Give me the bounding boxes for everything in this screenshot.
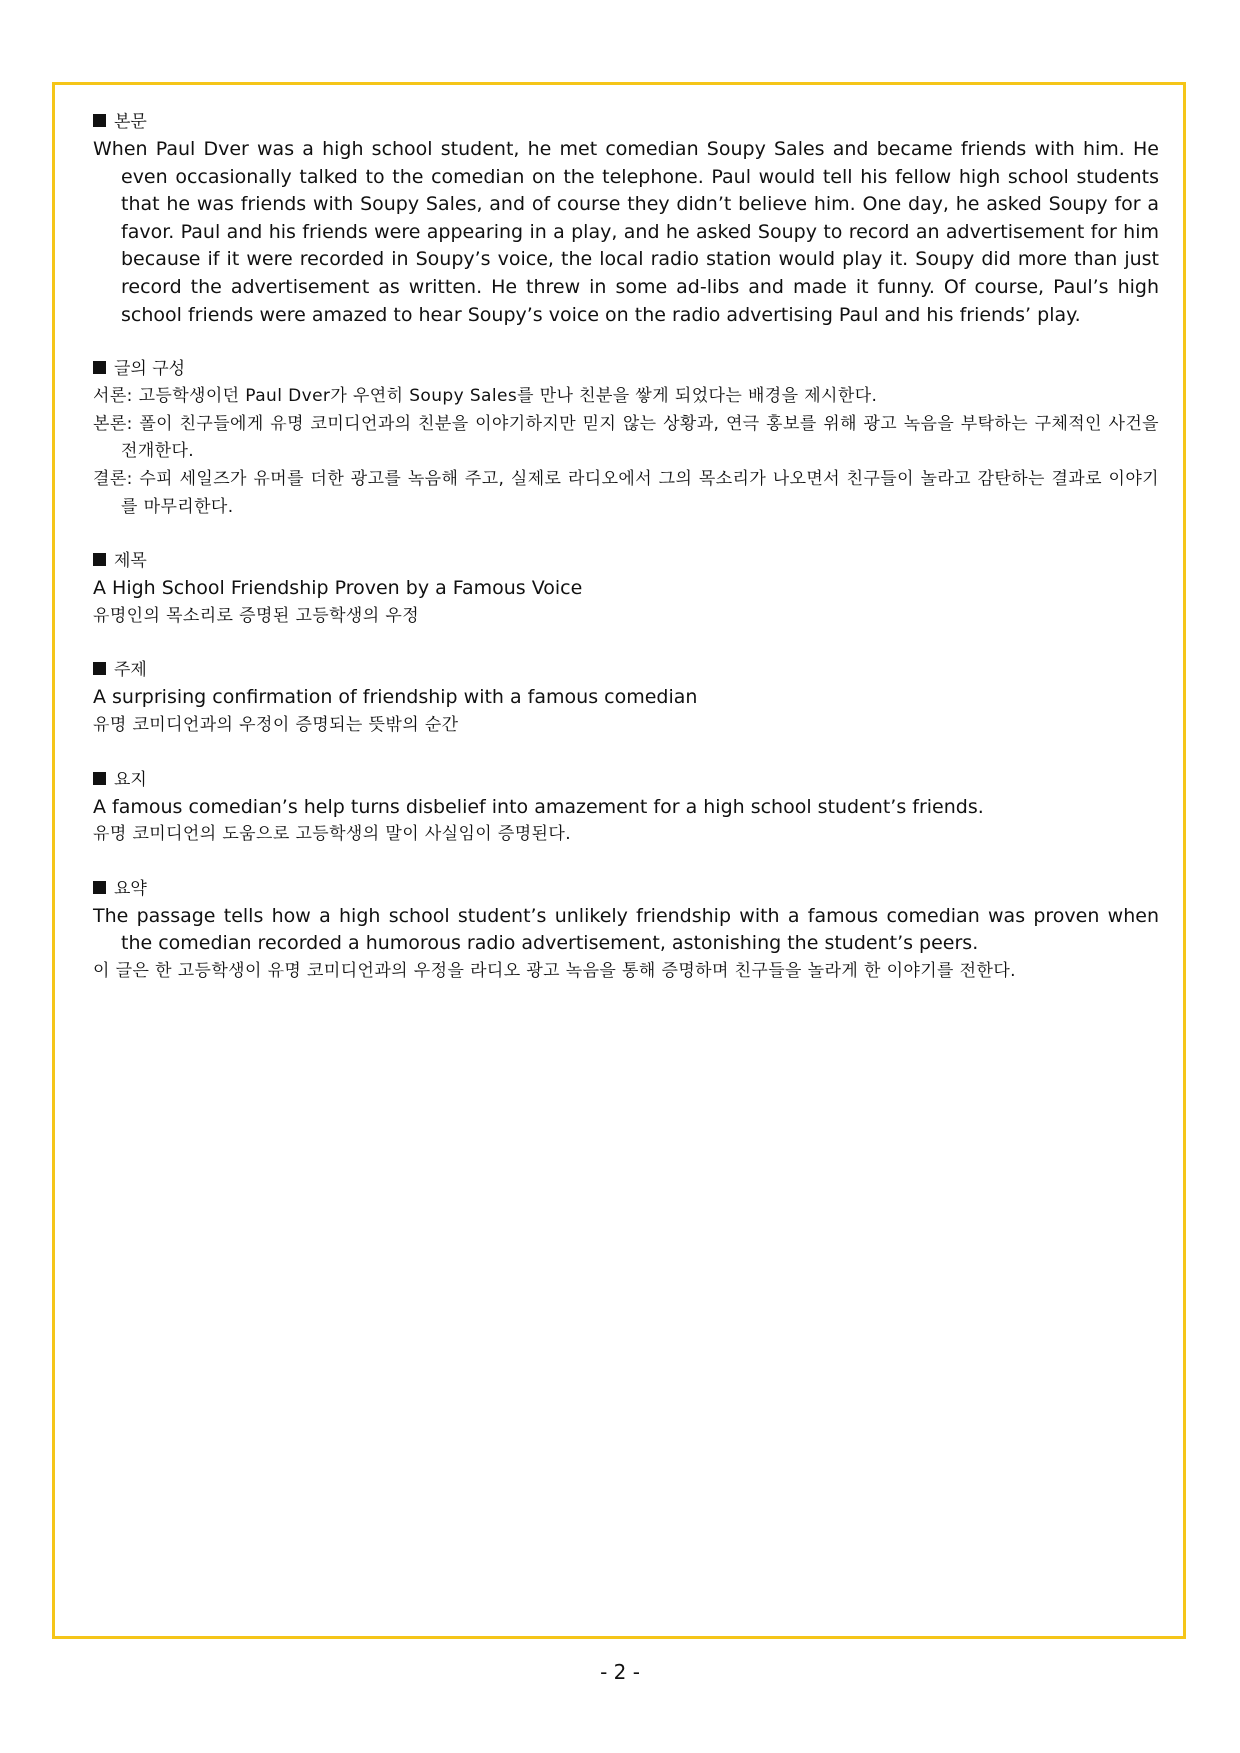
section-heading bbox=[93, 766, 1159, 794]
title-ko: 유명인의 목소리로 증명된 고등학생의 우정 bbox=[93, 605, 420, 626]
section-heading bbox=[93, 108, 1159, 136]
section-heading bbox=[93, 875, 1159, 903]
page-content bbox=[93, 108, 1159, 1011]
structure-conclusion: 결론: 수피 세일즈가 유머를 더한 광고를 녹음해 주고, 실제로 라디오에서 그의 목소리가 나오면서 친구들이 놀라고 감탄하는 결과로 이야기를 마무리한다. bbox=[93, 468, 1159, 517]
title-en: A High School Friendship Proven by a Famous Voice bbox=[93, 577, 583, 600]
square-bullet-icon bbox=[93, 553, 106, 566]
gist-ko: 유명 코미디언의 도움으로 고등학생의 말이 사실임이 증명된다. bbox=[93, 824, 571, 845]
summary-section bbox=[93, 875, 1159, 986]
summary-en: The passage tells how a high school student’s unlikely friendship with a famous comedian was proven when the comedian recorded a humorous radio advertisement, astonishing the student’s peers. bbox=[93, 904, 1159, 955]
summary-ko: 이 글은 한 고등학생이 유명 코미디언과의 우정을 라디오 광고 녹음을 통해 증명하며 친구들을 놀라게 한 이야기를 전한다. bbox=[93, 960, 1016, 981]
square-bullet-icon bbox=[93, 114, 106, 127]
structure-section bbox=[93, 355, 1159, 521]
title-section bbox=[93, 547, 1159, 630]
passage-heading: 본문 bbox=[114, 112, 147, 132]
topic-heading: 주제 bbox=[114, 660, 147, 681]
topic-ko: 유명 코미디언과의 우정이 증명되는 뜻밖의 순간 bbox=[93, 714, 459, 735]
structure-heading: 글의 구성 bbox=[114, 359, 186, 380]
passage-text: When Paul Dver was a high school student, he met comedian Soupy Sales and became friends with him. He even occasionally talked to the comedian on the telephone. Paul would tell his fellow high school students that he was friends with Soupy Sales, and of course they didn’t believe him. One day, he asked Soupy for a favor. Paul and his friends were appearing in a play, and he asked Soupy to record an advertisement for him because if it were recorded in Soupy’s voice, the local radio station would play it. Soupy did more than just record the advertisement as written. He threw in some ad-libs and made it funny. Of course, Paul’s high school friends were amazed to hear Soupy’s voice on the radio advertising Paul and his friends’ play. bbox=[93, 138, 1159, 326]
square-bullet-icon bbox=[93, 361, 106, 374]
structure-body: 본론: 폴이 친구들에게 유명 코미디언과의 친분을 이야기하지만 믿지 않는 상황과, 연극 홍보를 위해 광고 녹음을 부탁하는 구체적인 사건을 전개한다. bbox=[93, 413, 1159, 462]
gist-section bbox=[93, 766, 1159, 849]
title-heading: 제목 bbox=[114, 551, 147, 572]
gist-heading: 요지 bbox=[114, 769, 147, 790]
section-heading bbox=[93, 656, 1159, 684]
section-heading bbox=[93, 355, 1159, 383]
square-bullet-icon bbox=[93, 662, 106, 675]
summary-heading: 요약 bbox=[114, 878, 147, 899]
square-bullet-icon bbox=[93, 881, 106, 894]
gist-en: A famous comedian’s help turns disbelief into amazement for a high school student’s friends. bbox=[93, 795, 984, 818]
topic-section bbox=[93, 656, 1159, 739]
page-number: - 2 - bbox=[600, 1660, 640, 1684]
topic-en: A surprising confirmation of friendship with a famous comedian bbox=[93, 686, 698, 709]
structure-intro: 서론: 고등학생이던 Paul Dver가 우연히 Soupy Sales를 만나 친분을 쌓게 되었다는 배경을 제시한다. bbox=[93, 386, 878, 407]
square-bullet-icon bbox=[93, 772, 106, 785]
passage-section bbox=[93, 108, 1159, 329]
section-heading bbox=[93, 547, 1159, 575]
